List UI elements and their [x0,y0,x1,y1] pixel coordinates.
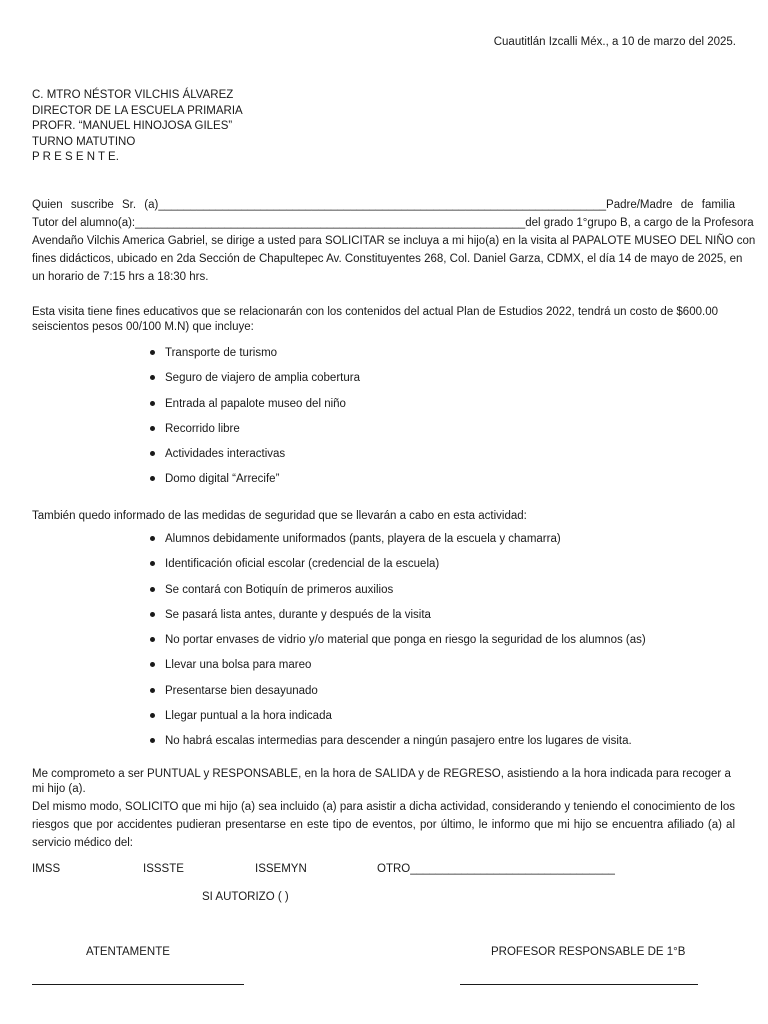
list-item: Domo digital “Arrecife” [150,470,360,495]
safety-list [150,530,646,758]
service-otro: OTRO________________________________ [377,863,615,875]
list-item: Llegar puntual a la hora indicada [150,707,646,732]
service-imss: IMSS [32,863,61,875]
request-line-student: Tutor del alumno(a):_____________________________________________________________del grado 1°grupo B, a cargo de la Profesora [32,217,754,229]
signature-line-parent [32,984,244,985]
request-line-parent: Quien suscribe Sr. (a)______________________________________________________________________Padre/Madre de familia [32,199,735,211]
list-item: Transporte de turismo [150,344,360,369]
dateline: Cuautitlán Izcalli Méx., a 10 de marzo del 2025. [493,36,736,48]
recipient-block [32,88,243,166]
commitment-paragraph: Me comprometo a ser PUNTUAL y RESPONSABLE, en la hora de SALIDA y de REGRESO, asistiendo a la hora indicada para recoger a mi hijo (a). [32,768,731,795]
recipient-shift: TURNO MATUTINO [32,135,136,148]
list-item: Presentarse bien desayunado [150,682,646,707]
signature-label-parent: ATENTAMENTE [86,946,170,958]
list-item: Alumnos debidamente uniformados (pants, playera de la escuela y chamarra) [150,530,646,555]
list-item: Se contará con Botiquín de primeros auxilios [150,581,646,606]
list-item: Seguro de viajero de amplia cobertura [150,369,360,394]
list-item: Entrada al papalote museo del niño [150,395,360,420]
request-line-visit: Avendaño Vilchis America Gabriel, se dirige a usted para SOLICITAR se incluya a mi hijo(a) en la visita al PAPALOTE MUSEO DEL NIÑO con [32,235,756,247]
service-issemyn: ISSEMYN [255,863,307,875]
service-issste: ISSSTE [143,863,184,875]
list-item: Recorrido libre [150,420,360,445]
list-item: Se pasará lista antes, durante y después de la visita [150,606,646,631]
request-line-schedule: un horario de 7:15 hrs a 18:30 hrs. [32,271,209,283]
includes-list [150,344,360,496]
list-item: No portar envases de vidrio y/o material que ponga en riesgo la seguridad de los alumnos (as) [150,631,646,656]
recipient-presente: P R E S E N T E. [32,151,119,163]
recipient-school: PROFR. “MANUEL HINOJOSA GILES” [32,120,233,132]
list-item: Identificación oficial escolar (credencial de la escuela) [150,555,646,580]
recipient-title: DIRECTOR DE LA ESCUELA PRIMARIA [32,104,243,117]
request-line-location: fines didácticos, ubicado en 2da Sección de Chapultepec Av. Constituyentes 268, Col. Daniel Garza, CDMX, el día 14 de mayo de 2025, en [32,253,743,265]
list-item: Llevar una bolsa para mareo [150,656,646,681]
signature-label-teacher: PROFESOR RESPONSABLE DE 1°B [491,946,686,958]
cost-paragraph: Esta visita tiene fines educativos que se relacionarán con los contenidos del actual Plan de Estudios 2022, tendrá un costo de $600.00 seiscientos pesos 00/100 M.N) que incluye: [32,306,718,333]
recipient-name: C. MTRO NÉSTOR VILCHIS ÁLVAREZ [32,89,234,101]
signature-line-teacher [460,984,698,985]
medical-paragraph: Del mismo modo, SOLICITO que mi hijo (a) sea incluido (a) para asistir a dicha actividad, considerando y teniendo el conocimiento de los riesgos que por accidentes pudieran presentarse en este tipo de eventos, por último, le informo que mi hijo se encuentra afiliado (a) al servicio médico del: [32,801,735,849]
authorize-field: SI AUTORIZO ( ) [202,891,289,903]
request-paragraph [32,196,756,286]
list-item: Actividades interactivas [150,445,360,470]
list-item: No habrá escalas intermedias para descender a ningún pasajero entre los lugares de visita. [150,732,646,757]
medical-services-row [32,860,732,878]
safety-intro: También quedo informado de las medidas de seguridad que se llevarán a cabo en esta actividad: [32,510,527,522]
